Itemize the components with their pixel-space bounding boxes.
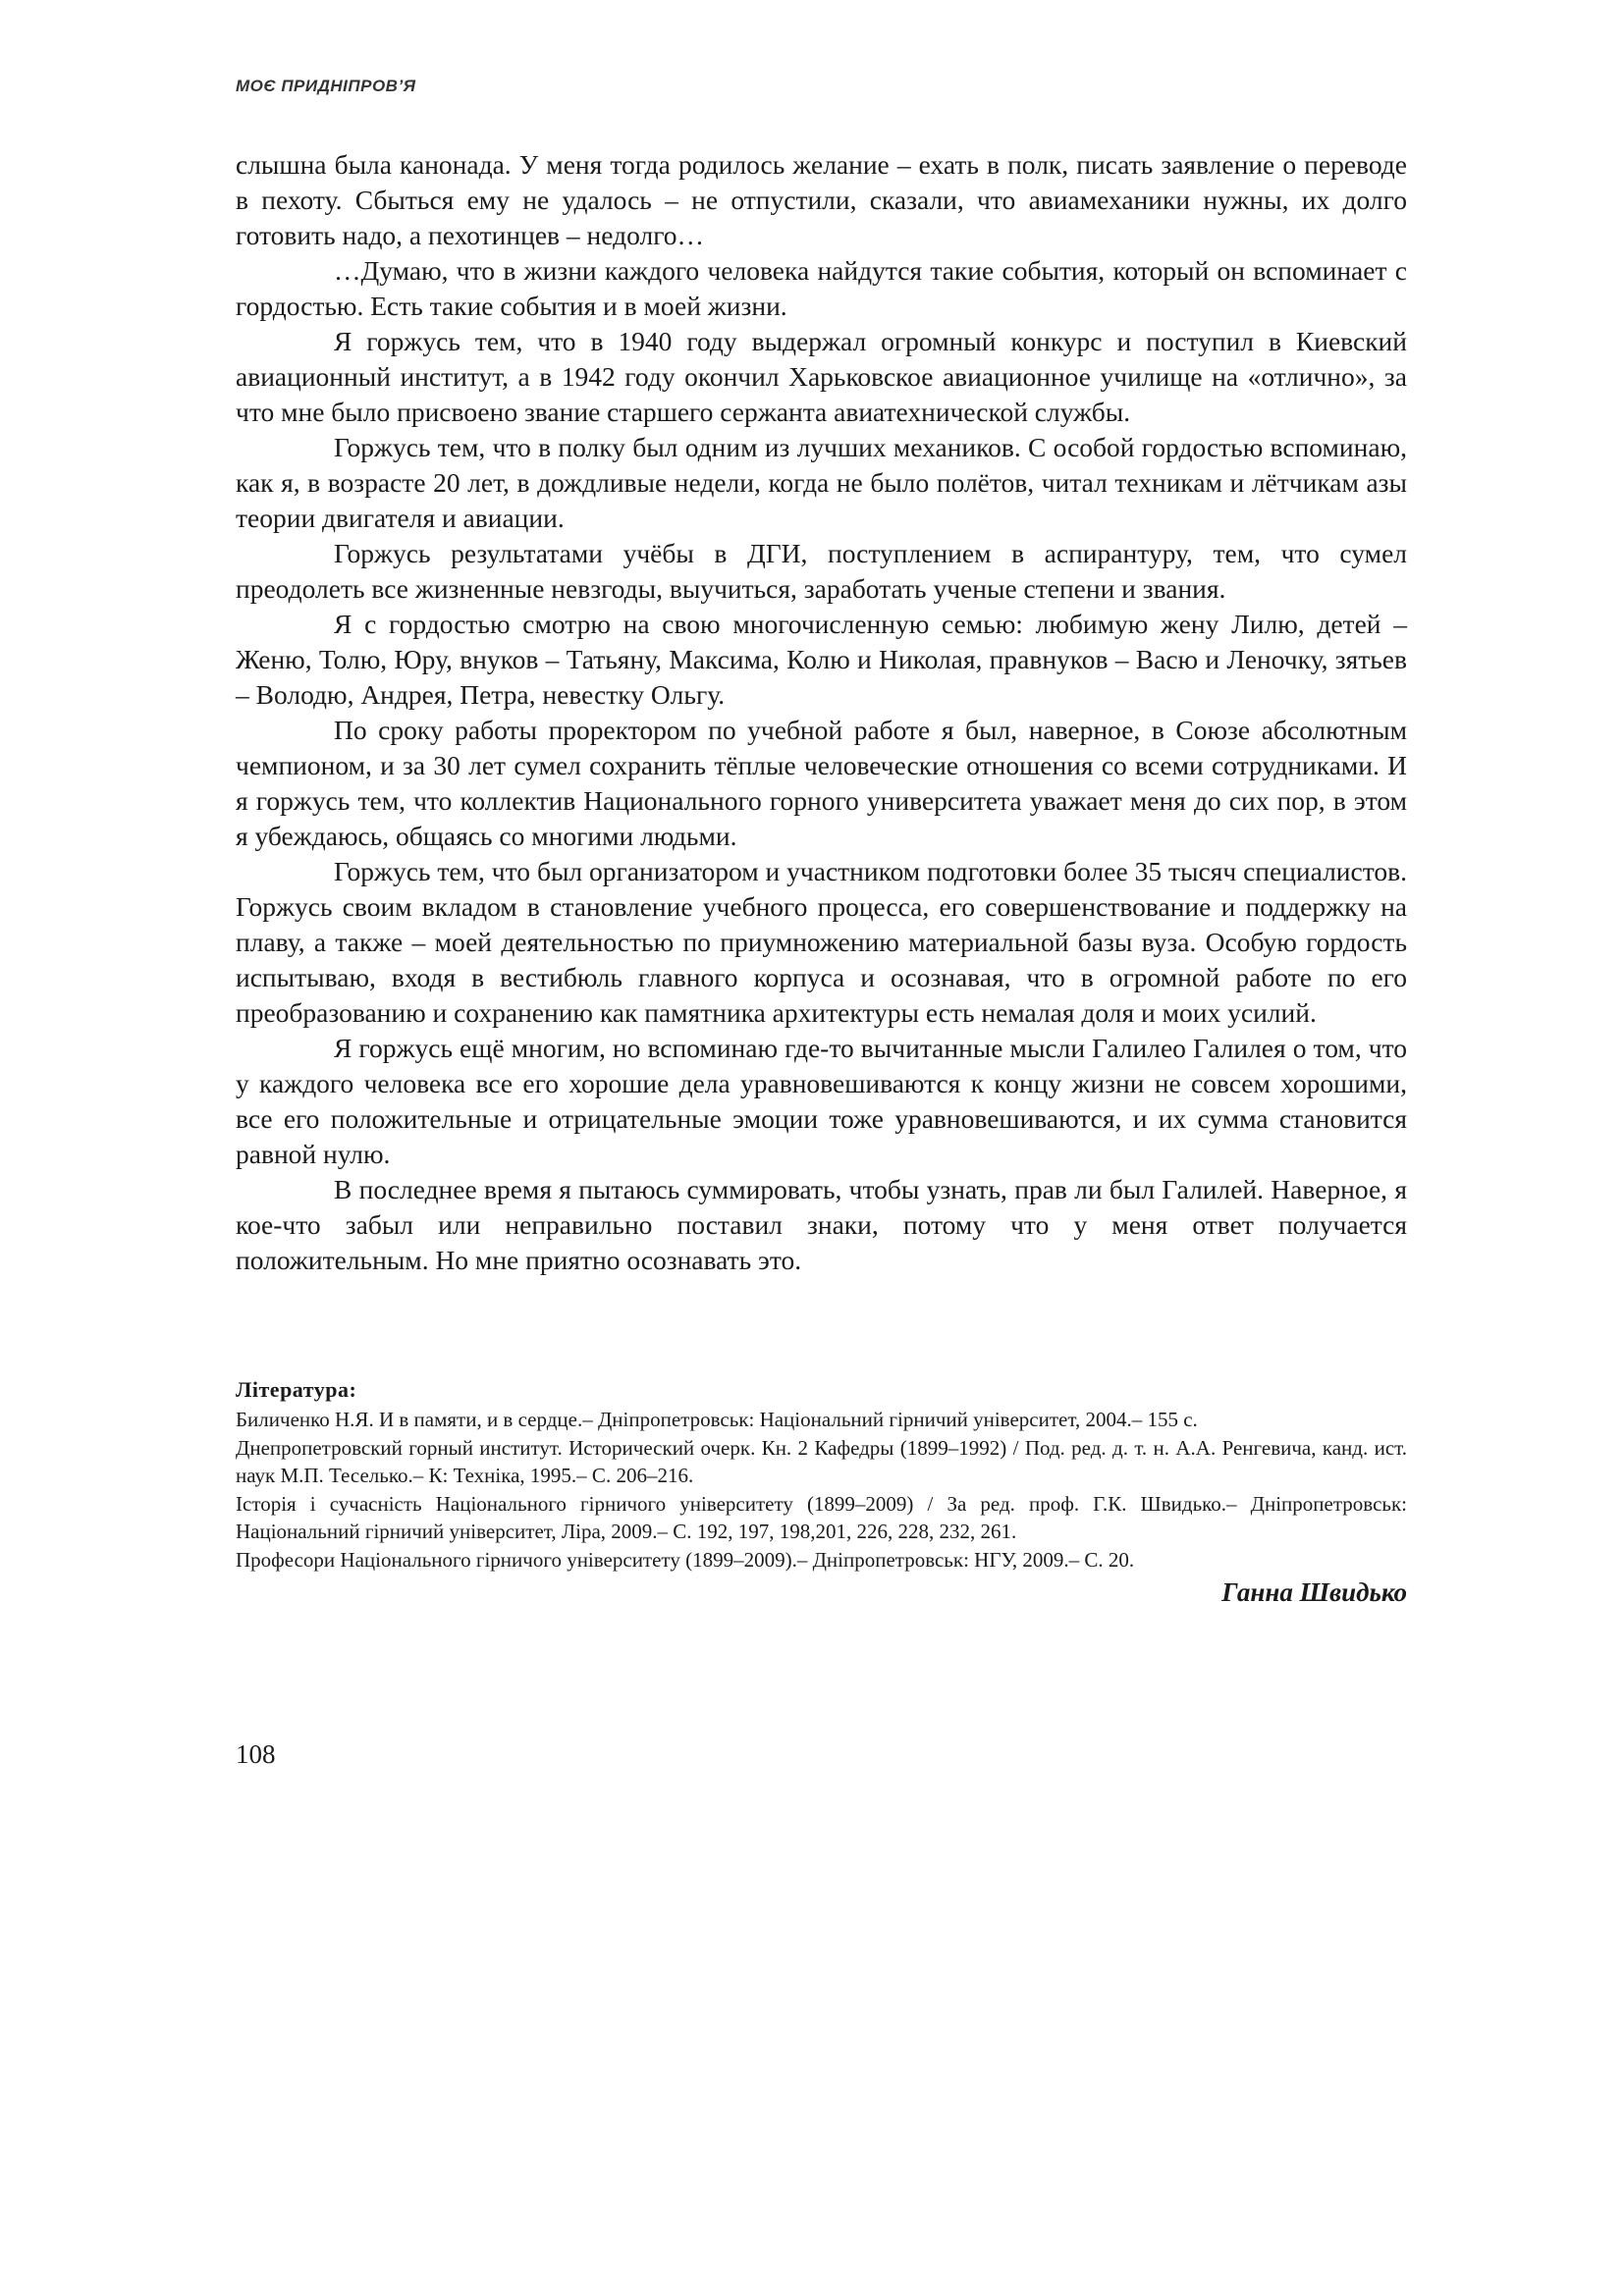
reference-item: Професори Національного гірничого університету (1899–2009).– Дніпропетровськ: НГУ, 2009.– С. 20.	[236, 1547, 1135, 1572]
page-number: 108	[236, 1739, 276, 1769]
paragraph: Горжусь результатами учёбы в ДГИ, поступлением в аспирантуру, тем, что сумел преодолеть все жизненные невзгоды, выучиться, заработать ученые степени и звания.	[236, 538, 1407, 604]
paragraph: Я горжусь тем, что в 1940 году выдержал огромный конкурс и поступил в Киевский авиационный институт, а в 1942 году окончил Харьковское авиационное училище на «отлично», за что мне было присвоено звание старшего сержанта авиатехнической службы.	[236, 326, 1407, 427]
reference-item: Биличенко Н.Я. И в памяти, и в сердце.– Дніпропетровськ: Національний гірничий університет, 2004.– 155 с.	[236, 1408, 1198, 1431]
article-body	[236, 147, 1407, 1278]
paragraph: Горжусь тем, что в полку был одним из лучших механиков. С особой гордостью вспоминаю, как я, в возрасте 20 лет, в дождливые недели, когда не было полётов, читал техникам и лётчикам азы теории двигателя и авиации.	[236, 432, 1407, 533]
paragraph: По сроку работы проректором по учебной работе я был, наверное, в Союзе абсолютным чемпионом, и за 30 лет сумел сохранить тёплые человеческие отношения со всеми сотрудниками. И я горжусь тем, что коллектив Национального горного университета уважает меня до сих пор, в этом я убеждаюсь, общаясь со многими людьми.	[236, 715, 1407, 851]
paragraph: Я горжусь ещё многим, но вспоминаю где-то вычитанные мысли Галилео Галилея о том, что у каждого человека все его хорошие дела уравновешиваются к концу жизни не совсем хорошими, все его положительные и отрицательные эмоции тоже уравновешиваются, и их сумма становится равной нулю.	[236, 1033, 1407, 1169]
reference-item: Історія і сучасність Національного гірничого університету (1899–2009) / За ред. проф. Г.К. Швидько.– Дніпропетровськ: Національний гірничий університет, Ліра, 2009.– С. 192, 197, 198,201, 226, 228, 232, 261.	[236, 1491, 1407, 1543]
reference-item: Днепропетровский горный институт. Исторический очерк. Кн. 2 Кафедры (1899–1992) / Под. ред. д. т. н. А.А. Ренгевича, канд. ист. наук М.П. Теселько.– К: Техніка, 1995.– С. 206–216.	[236, 1435, 1407, 1487]
paragraph: слышна была канонада. У меня тогда родилось желание – ехать в полк, писать заявление о переводе в пехоту. Сбыться ему не удалось – не отпустили, сказали, что авиамеханики нужны, их долго готовить надо, а пехотинцев – недолго…	[236, 149, 1407, 250]
running-header: МОЄ ПРИДНІПРОВ’Я	[236, 77, 416, 95]
author-signature: Ганна Швидько	[1221, 1577, 1407, 1607]
paragraph: Горжусь тем, что был организатором и участником подготовки более 35 тысяч специалистов. Горжусь своим вкладом в становление учебного процесса, его совершенствование и поддержку на плаву, а также – моей деятельностью по приумножению материальной базы вуза. Особую гордость испытываю, входя в вестибюль главного корпуса и осознавая, что в огромной работе по его преобразованию и сохранению как памятника архитектуры есть немалая доля и моих усилий.	[236, 856, 1407, 1028]
paragraph: Я с гордостью смотрю на свою многочисленную семью: любимую жену Лилю, детей – Женю, Толю, Юру, внуков – Татьяну, Максима, Колю и Николая, правнуков – Васю и Леночку, зятьев – Володю, Андрея, Петра, невестку Ольгу.	[236, 609, 1407, 710]
paragraph: В последнее время я пытаюсь суммировать, чтобы узнать, прав ли был Галилей. Наверное, я кое-что забыл или неправильно поставил знаки, потому что у меня ответ получается положительным. Но мне приятно осознавать это.	[236, 1174, 1407, 1275]
paragraph: …Думаю, что в жизни каждого человека найдутся такие события, который он вспоминает с гордостью. Есть такие события и в моей жизни.	[236, 255, 1407, 321]
references-section	[236, 1376, 1407, 1609]
references-heading: Література:	[236, 1377, 357, 1402]
